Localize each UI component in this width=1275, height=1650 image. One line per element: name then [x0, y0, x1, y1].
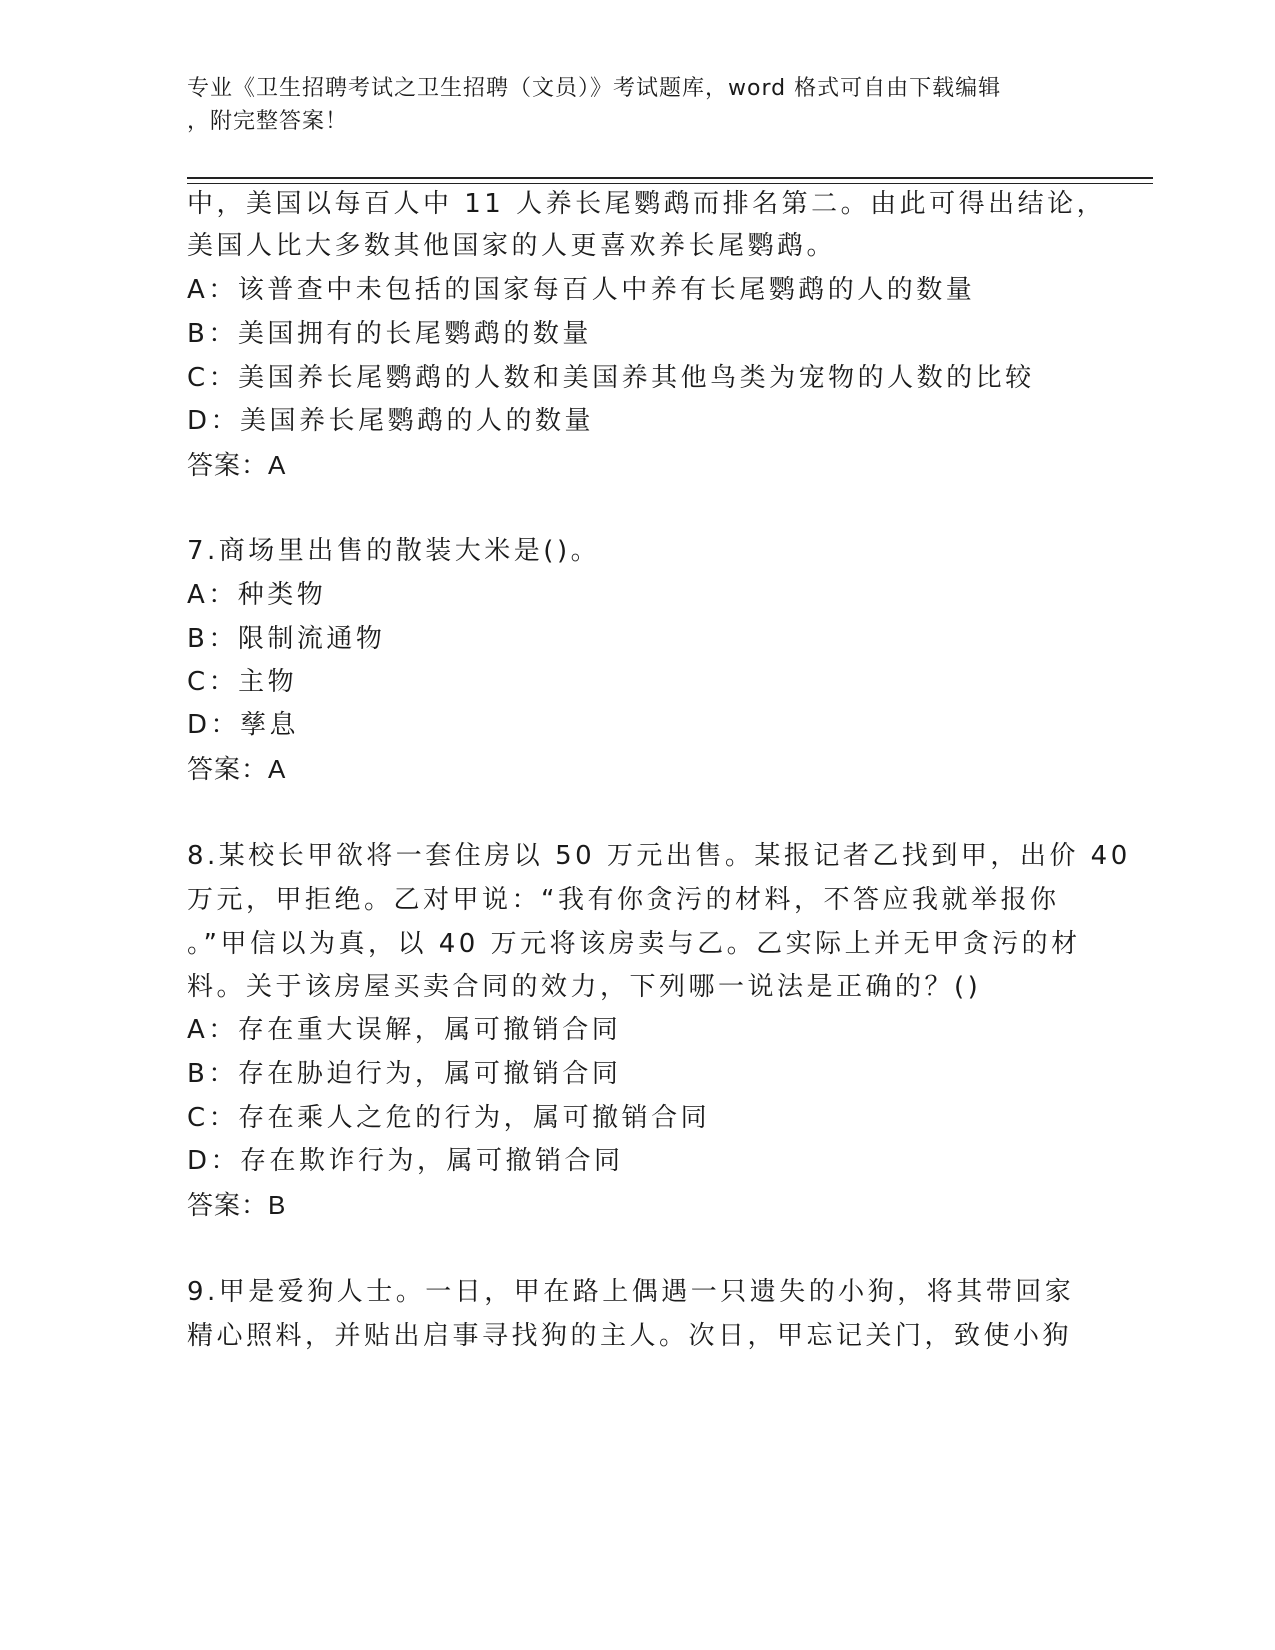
- page-header: [187, 72, 1067, 138]
- option-a: A：该普查中未包括的国家每百人中养有长尾鹦鹉的人的数量: [187, 275, 976, 305]
- header-divider-thick: [187, 177, 1153, 179]
- answer-label: 答案：A: [187, 450, 287, 480]
- question-text-line: 料。关于该房屋买卖合同的效力，下列哪一说法是正确的？(): [187, 972, 982, 1002]
- option-d: D：孳息: [187, 710, 300, 740]
- option-d: D：存在欺诈行为，属可撤销合同: [187, 1146, 624, 1176]
- option-c: C：存在乘人之危的行为，属可撤销合同: [187, 1103, 711, 1133]
- option-a: A：存在重大误解，属可撤销合同: [187, 1015, 622, 1045]
- question-text-line: 。”甲信以为真，以 40 万元将该房卖与乙。乙实际上并无甲贪污的材: [187, 929, 1081, 959]
- header-line-2: ，附完整答案！: [187, 109, 349, 134]
- question-text-line: 8.某校长甲欲将一套住房以 50 万元出售。某报记者乙找到甲，出价 40: [187, 841, 1131, 871]
- option-c: C：美国养长尾鹦鹉的人数和美国养其他鸟类为宠物的人数的比较: [187, 363, 1035, 393]
- question-text-line: 精心照料，并贴出启事寻找狗的主人。次日，甲忘记关门，致使小狗: [187, 1321, 1073, 1351]
- option-a: A：种类物: [187, 580, 327, 610]
- option-b: B：美国拥有的长尾鹦鹉的数量: [187, 319, 592, 349]
- header-divider-thin: [187, 183, 1153, 184]
- option-b: B：限制流通物: [187, 624, 386, 654]
- answer-label: 答案：A: [187, 754, 287, 784]
- question-text-line: 9.甲是爱狗人士。一日，甲在路上偶遇一只遗失的小狗，将其带回家: [187, 1277, 1075, 1307]
- question-text-line: 美国人比大多数其他国家的人更喜欢养长尾鹦鹉。: [187, 231, 837, 261]
- option-b: B：存在胁迫行为，属可撤销合同: [187, 1059, 622, 1089]
- question-text-line: 中，美国以每百人中 11 人养长尾鹦鹉而排名第二。由此可得出结论，: [187, 189, 1107, 219]
- question-text-line: 7.商场里出售的散装大米是()。: [187, 536, 601, 566]
- answer-label: 答案：B: [187, 1190, 287, 1220]
- option-c: C：主物: [187, 667, 298, 697]
- question-text-line: 万元，甲拒绝。乙对甲说：“我有你贪污的材料，不答应我就举报你: [187, 885, 1060, 915]
- header-line-1: 专业《卫生招聘考试之卫生招聘（文员）》考试题库，word 格式可自由下载编辑: [187, 76, 1002, 101]
- option-d: D：美国养长尾鹦鹉的人的数量: [187, 406, 595, 436]
